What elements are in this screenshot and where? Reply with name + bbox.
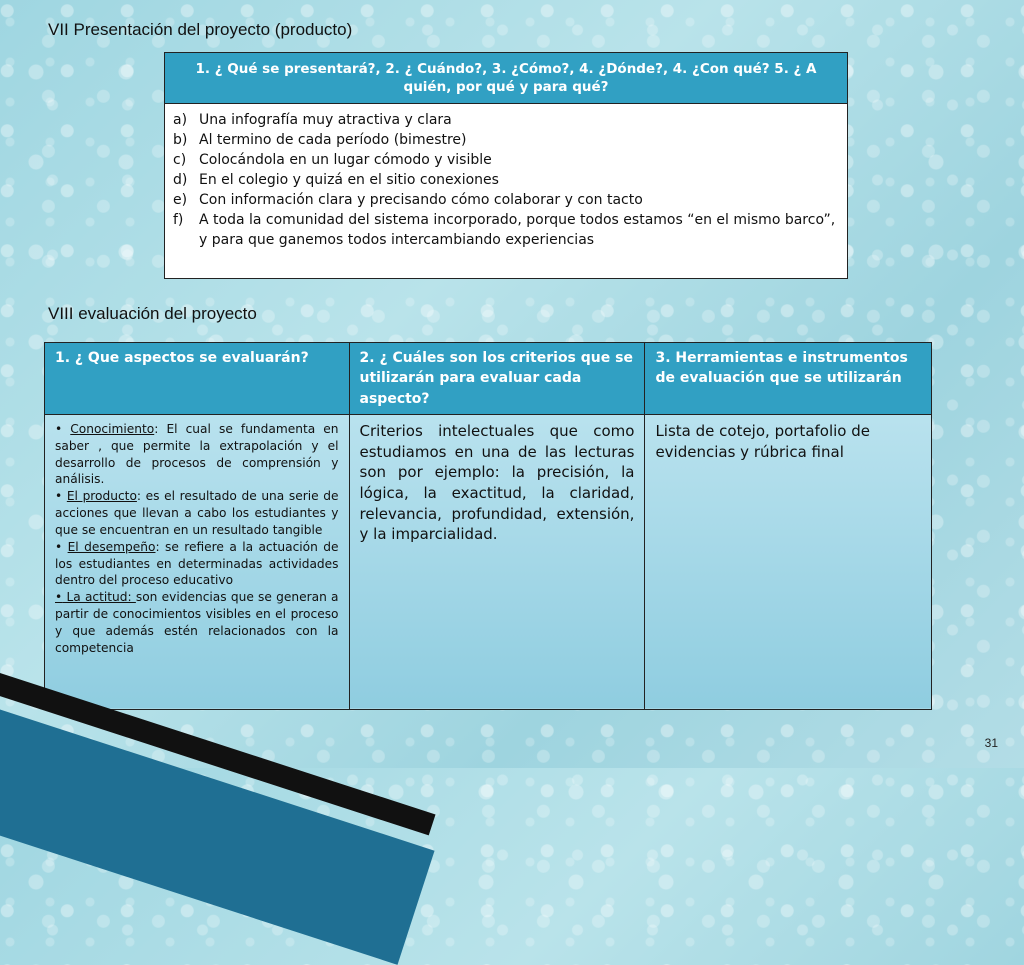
- aspects-cell: [45, 414, 350, 709]
- header-criterios: 2. ¿ Cuáles son los criterios que se utilizarán para evaluar cada aspecto?: [349, 343, 645, 415]
- aspect-item: • La actitud: son evidencias que se generan a partir de conocimientos visibles en el proceso y que además estén relacionados con la competencia: [55, 590, 339, 655]
- list-marker: b): [173, 132, 188, 149]
- presentation-table-body: [165, 104, 848, 279]
- list-item: [173, 110, 839, 130]
- list-marker: a): [173, 112, 188, 129]
- list-item-text: Una infografía muy atractiva y clara: [199, 112, 452, 129]
- list-item-text: A toda la comunidad del sistema incorporado, porque todos estamos “en el mismo barco”, y para que ganemos todos intercambiando experiencias: [199, 212, 836, 249]
- list-item: [173, 210, 839, 250]
- list-item-text: En el colegio y quizá en el sitio conexiones: [199, 172, 499, 189]
- list-item: [173, 170, 839, 190]
- aspect-term: El producto: [66, 489, 137, 504]
- criteria-cell: Criterios intelectuales que como estudiamos en una de las lecturas son por ejemplo: la precisión, la lógica, la exactitud, la claridad, relevancia, profundidad, extensión, y la imparcialidad.: [349, 414, 645, 709]
- aspect-term: El desempeño: [67, 539, 156, 554]
- list-item-text: Con información clara y precisando cómo colaborar y con tacto: [199, 192, 643, 209]
- aspect-term: La actitud:: [62, 590, 136, 605]
- evaluation-table: [44, 342, 932, 710]
- aspect-text: El cual se fundamenta en saber , que permite la extrapolación y el desarrollo de procesos de comprensión y análisis.: [55, 421, 339, 487]
- aspect-sep: :: [154, 421, 167, 436]
- list-marker: f): [173, 212, 184, 229]
- list-marker: e): [173, 192, 188, 209]
- aspect-item: • El desempeño: se refiere a la actuación de los estudiantes en determinadas actividades dentro del proceso educativo: [55, 539, 339, 588]
- list-item: [173, 190, 839, 210]
- list-item-text: Al termino de cada período (bimestre): [199, 132, 467, 149]
- header-herramientas: 3. Herramientas e instrumentos de evaluación que se utilizarán: [645, 343, 932, 415]
- aspect-item: • Conocimiento: El cual se fundamenta en saber , que permite la extrapolación y el desarrollo de procesos de comprensión y análisis.: [55, 421, 339, 487]
- aspect-text: son evidencias que se generan a partir de conocimientos visibles en el proceso y que además estén relacionados con la competencia: [55, 590, 339, 655]
- section-title-evaluacion: VIII evaluación del proyecto: [48, 304, 257, 323]
- aspect-sep: :: [155, 539, 165, 554]
- aspect-text: se refiere a la actuación de los estudiantes en determinadas actividades dentro del proceso educativo: [55, 539, 339, 588]
- header-aspectos: 1. ¿ Que aspectos se evaluarán?: [45, 343, 350, 415]
- aspect-term: Conocimiento: [70, 421, 155, 436]
- list-item: [173, 150, 839, 170]
- presentation-table: [164, 52, 848, 279]
- section-title-presentacion: VII Presentación del proyecto (producto): [48, 20, 353, 39]
- presentation-table-header: 1. ¿ Qué se presentará?, 2. ¿ Cuándo?, 3. ¿Cómo?, 4. ¿Dónde?, 4. ¿Con qué? 5. ¿ A quién, por qué y para qué?: [165, 53, 848, 104]
- list-marker: c): [173, 152, 187, 169]
- page-number: 31: [984, 736, 998, 750]
- list-item-text: Colocándola en un lugar cómodo y visible: [199, 152, 492, 169]
- list-marker: d): [173, 172, 188, 189]
- list-item: [173, 130, 839, 150]
- aspect-text: es el resultado de una serie de acciones que llevan a cabo los estudiantes y que se encuentran en un resultado tangible: [55, 489, 339, 537]
- aspect-item: • El producto: es el resultado de una serie de acciones que llevan a cabo los estudiantes y que se encuentran en un resultado tangible: [55, 489, 339, 537]
- decorative-band: [0, 690, 435, 965]
- tools-cell: Lista de cotejo, portafolio de evidencias y rúbrica final: [645, 414, 932, 709]
- aspect-sep: :: [136, 489, 146, 504]
